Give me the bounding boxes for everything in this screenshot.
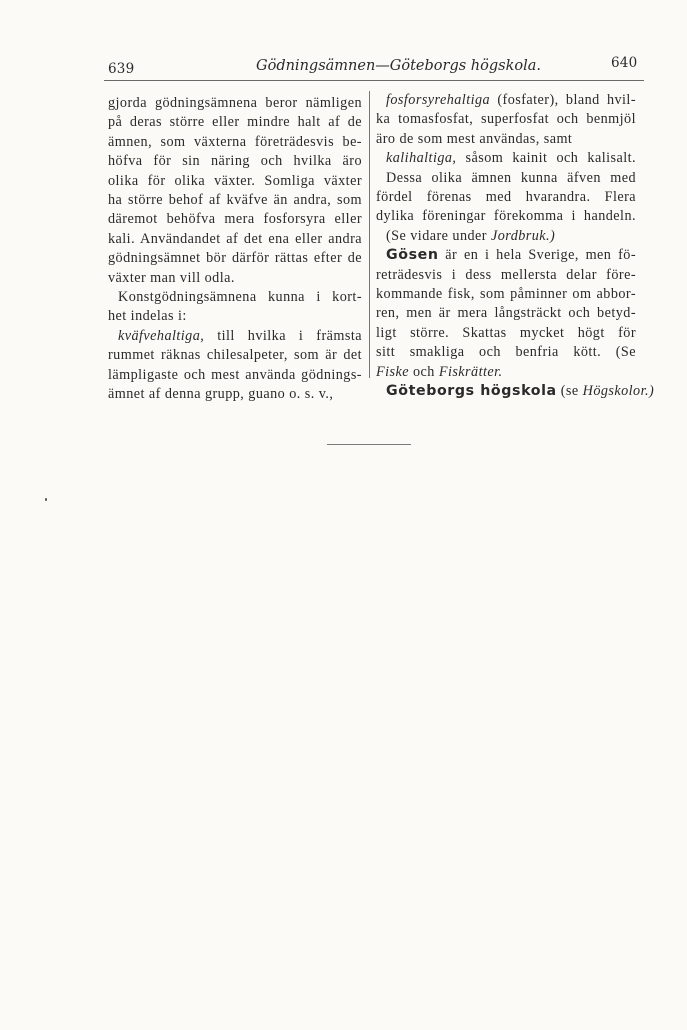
text-line: ligt större. Skattas mycket högt för	[376, 324, 636, 341]
text-line: gödningsämnet bör därför rättas efter de	[108, 250, 362, 267]
text-line: het indelas i:	[108, 308, 187, 325]
text-line: rummet räknas chilesalpeter, som är det	[108, 347, 362, 364]
column-divider	[369, 91, 370, 378]
text-segment: och	[408, 363, 439, 380]
text-line: kali. Användandet af det ena eller andra	[108, 230, 362, 247]
text-line: fördel förenas med hvarandra. Flera	[376, 189, 636, 206]
text-line: ha större behof af kväfve än andra, som	[108, 192, 362, 209]
running-head-title: Gödningsämnen—Göteborgs högskola.	[256, 58, 541, 74]
text-line: dylika föreningar förekomma i handeln.	[376, 208, 636, 225]
text-line: reträdesvis i dess mellersta delar före-	[376, 266, 636, 283]
text-line	[376, 227, 636, 246]
term-kvafvehaltiga: kväfvehaltiga,	[118, 327, 205, 344]
text-line: kommande fisk, som påminner om abbor-	[376, 286, 636, 303]
text-line: höfva för sin näring och hvilka äro	[108, 153, 362, 170]
text-line	[376, 382, 655, 401]
text-line: gjorda gödningsämnena beror nämligen	[108, 95, 362, 111]
text-line	[376, 149, 636, 168]
text-line: sitt smakliga och benfria kött. (Se	[376, 344, 636, 361]
text-line: äro de som mest användas, samt	[376, 130, 573, 147]
cross-reference-jordbruk: Jordbruk.)	[490, 227, 556, 244]
text-line	[108, 327, 362, 346]
text-line	[376, 246, 636, 265]
text-line: ämnet af denna grupp, guano o. s. v.,	[108, 386, 334, 403]
page-number-left: 639	[108, 61, 135, 77]
text-line: lämpligaste och mest använda gödnings-	[108, 366, 362, 383]
cross-reference-fiske: Fiske	[376, 363, 409, 380]
text-line: på deras större eller mindre halt af de	[108, 114, 362, 131]
text-segment: till hvilka i främsta	[204, 327, 362, 344]
text-line: Konstgödningsämnena kunna i kort-	[118, 289, 362, 306]
entry-headword-gosen: Gösen	[386, 247, 439, 264]
term-kalihaltiga: kalihaltiga,	[386, 150, 457, 167]
text-segment: såsom kainit och kalisalt.	[456, 150, 636, 167]
page-number-right: 640	[611, 55, 638, 71]
text-line: däremot behöfva mera fosforsyra eller	[108, 211, 362, 228]
left-column	[108, 94, 362, 405]
text-line: ka tomasfosfat, superfosfat och benmjöl	[376, 111, 636, 128]
text-line	[376, 363, 636, 382]
entry-headword-goteborgs-hogskola: Göteborgs högskola	[386, 383, 557, 400]
cross-reference-fiskratter: Fiskrätter.	[438, 363, 503, 380]
text-line: växter man vill odla.	[108, 269, 235, 286]
cross-reference-hogskolor: Högskolor.)	[582, 383, 655, 400]
paper-speck	[45, 498, 47, 501]
end-rule	[327, 444, 411, 445]
text-segment: är en i hela Sverige, men fö-	[438, 247, 636, 264]
text-segment: (Se vidare under	[386, 227, 491, 244]
right-column	[376, 91, 655, 402]
text-line: ren, men är mera långsträckt och betyd-	[376, 305, 636, 322]
text-line: ämnen, som växterna företrädesvis be-	[108, 133, 362, 150]
text-line: olika för olika växter. Somliga växter	[108, 172, 362, 189]
term-fosforsyrehaltiga: fosforsyrehaltiga	[386, 92, 491, 108]
text-line: Dessa olika ämnen kunna äfven med	[386, 169, 636, 186]
text-segment: (fosfater), bland hvil-	[490, 92, 636, 108]
text-segment: (se	[556, 383, 583, 400]
header-rule	[104, 80, 644, 81]
text-line	[376, 91, 636, 110]
